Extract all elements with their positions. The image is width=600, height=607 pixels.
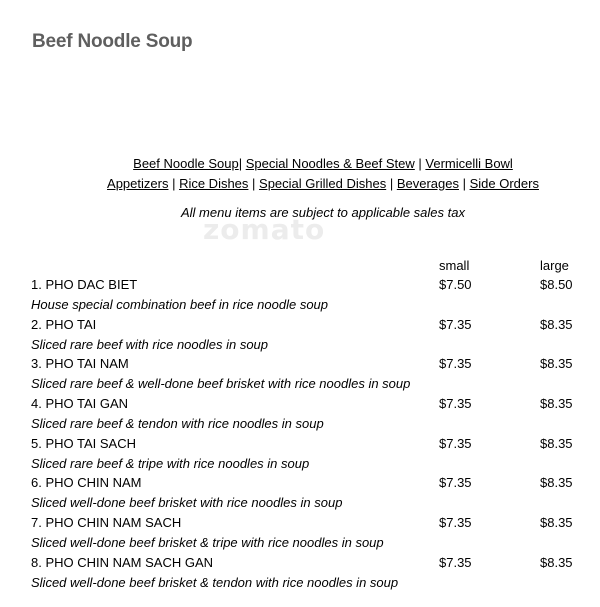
nav-link-vermicelli-bowl[interactable]: Vermicelli Bowl (425, 156, 513, 171)
nav-link-rice-dishes[interactable]: Rice Dishes (179, 176, 249, 191)
nav-separator: | (458, 176, 470, 191)
menu-item (0, 276, 600, 316)
menu-item-price-large: $8.35 (540, 475, 573, 491)
menu-item (0, 355, 600, 395)
menu-item-price-large: $8.35 (540, 316, 573, 332)
category-nav-row-1 (0, 154, 600, 174)
menu-item-price-large: $8.35 (540, 396, 573, 412)
menu-item-description: Sliced rare beef with rice noodles in soup (31, 336, 269, 352)
menu-item-description: Sliced well-done beef brisket & tripe with rice noodles in soup (31, 535, 384, 551)
menu-item-name: 4. PHO TAI GAN (31, 396, 129, 412)
nav-link-special-noodles-beef-stew[interactable]: Special Noodles & Beef Stew (245, 156, 415, 171)
nav-link-beef-noodle-soup[interactable]: Beef Noodle Soup (133, 156, 239, 171)
nav-separator: | (386, 176, 397, 191)
menu-item-price-large: $8.50 (540, 277, 573, 292)
menu-item-price-large: $8.35 (540, 554, 573, 570)
menu-item (0, 474, 600, 514)
menu-item-price-large: $8.35 (540, 356, 573, 372)
menu-list (0, 276, 600, 594)
menu-item-description: House special combination beef in rice noodle soup (31, 297, 329, 312)
nav-link-appetizers[interactable]: Appetizers (107, 176, 169, 191)
nav-separator: | (414, 156, 426, 171)
menu-item-price-large: $8.35 (540, 435, 573, 451)
nav-separator: | (248, 176, 260, 191)
nav-separator: | (238, 156, 246, 171)
page-title: Beef Noodle Soup (32, 31, 193, 52)
menu-item (0, 316, 600, 356)
menu-item-price-small: $7.35 (439, 316, 472, 332)
menu-item (0, 554, 600, 594)
nav-link-special-grilled-dishes[interactable]: Special Grilled Dishes (259, 176, 387, 191)
nav-separator: | (168, 176, 180, 191)
menu-item-description: Sliced well-done beef brisket with rice noodles in soup (31, 495, 343, 511)
watermark-logo: zomato (203, 213, 326, 246)
menu-item-price-small: $7.35 (439, 356, 472, 372)
menu-item-description: Sliced rare beef & tripe with rice noodles in soup (31, 455, 310, 471)
menu-item-name: 6. PHO CHIN NAM (31, 475, 142, 491)
menu-item-description: Sliced rare beef & well-done beef brisket with rice noodles in soup (31, 376, 411, 392)
menu-item-name: 3. PHO TAI NAM (31, 356, 129, 372)
column-header-small: small (439, 258, 470, 273)
menu-item-description: Sliced well-done beef brisket & tendon with rice noodles in soup (31, 574, 399, 590)
menu-item (0, 435, 600, 475)
menu-item-price-small: $7.35 (439, 475, 472, 491)
menu-item-price-small: $7.35 (439, 396, 472, 412)
nav-link-side-orders[interactable]: Side Orders (469, 176, 539, 191)
tax-note: All menu items are subject to applicable sales tax (181, 205, 465, 220)
menu-item-name: 1. PHO DAC BIET (31, 277, 138, 292)
menu-item-price-small: $7.35 (439, 554, 472, 570)
menu-item-price-small: $7.35 (439, 515, 472, 531)
menu-item-price-small: $7.35 (439, 435, 472, 451)
menu-item (0, 395, 600, 435)
menu-item-price-large: $8.35 (540, 515, 573, 531)
column-header-large: large (540, 258, 569, 273)
nav-link-beverages[interactable]: Beverages (396, 176, 459, 191)
menu-item-name: 8. PHO CHIN NAM SACH GAN (31, 554, 214, 570)
menu-item (0, 514, 600, 554)
menu-item-description: Sliced rare beef & tendon with rice noodles in soup (31, 416, 324, 432)
menu-item-name: 2. PHO TAI (31, 316, 97, 332)
category-nav-row-2 (0, 174, 600, 194)
menu-item-price-small: $7.50 (439, 277, 472, 292)
menu-item-name: 7. PHO CHIN NAM SACH (31, 515, 182, 531)
menu-item-name: 5. PHO TAI SACH (31, 435, 136, 451)
